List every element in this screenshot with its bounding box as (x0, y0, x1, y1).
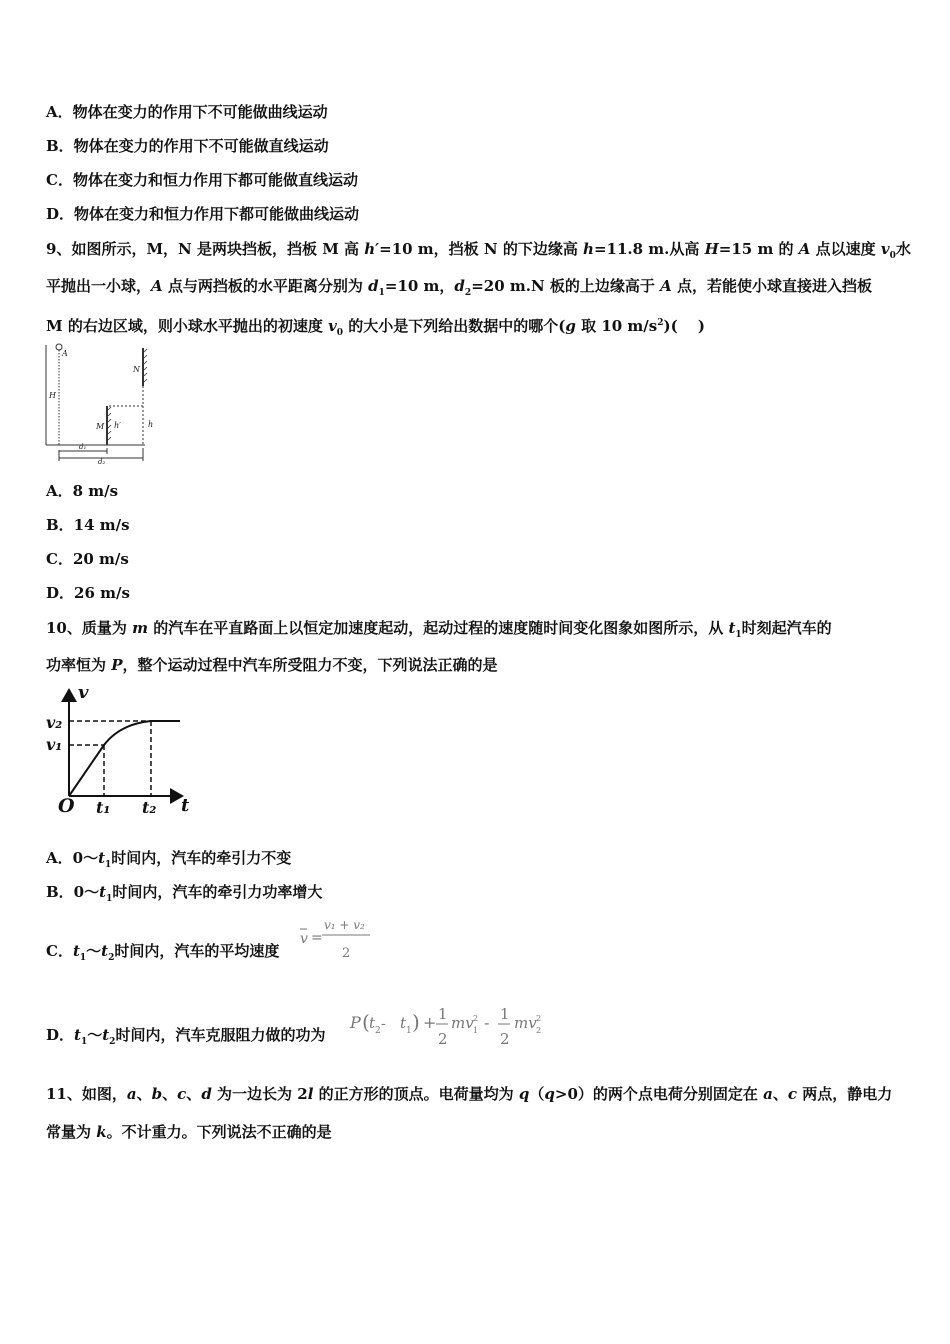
vbar: v (300, 931, 308, 947)
svg-text:(: ( (362, 1010, 370, 1034)
q11-stem-line2: 常量为 k。不计重力。下列说法不正确的是 (46, 1123, 332, 1141)
q9-stem-line2: 平抛出一小球，A 点与两挡板的水平距离分别为 $d_1=10$ m，$d_2=20$ m.N 板的上边缘高于 A 点，若能使小球直接进入挡板 (46, 277, 872, 298)
svg-text:t: t (400, 1014, 407, 1032)
axis-v-label: v (78, 682, 89, 703)
q10-option-c: C．$t_1\sim t_2$时间内，汽车的平均速度 (46, 942, 280, 963)
numerator: v₁ + v₂ (324, 918, 365, 932)
svg-text:mv: mv (451, 1014, 474, 1032)
svg-text:2: 2 (473, 1014, 479, 1023)
label-a: A (62, 349, 68, 358)
axis-t-label: t (181, 795, 190, 816)
svg-text:t: t (369, 1014, 376, 1032)
svg-text:2: 2 (500, 1030, 510, 1048)
v2-label: v₂ (46, 713, 63, 732)
label-h-big: H (49, 391, 56, 400)
q8-option-c: C．物体在变力和恒力作用下都可能做直线运动 (46, 171, 358, 189)
svg-text:2: 2 (438, 1030, 448, 1048)
q10-option-b: B．$0\sim t_1$时间内，汽车的牵引力功率增大 (46, 883, 323, 904)
v1-label: v₁ (46, 735, 63, 754)
label-d1: d₁ (79, 443, 87, 451)
formula-work-done (348, 1002, 548, 1052)
q9-option-a: A．8 m/s (46, 482, 119, 500)
svg-text:-: - (484, 1013, 490, 1032)
svg-text:1: 1 (406, 1026, 412, 1036)
svg-text:-: - (381, 1016, 386, 1032)
svg-text:2: 2 (536, 1014, 542, 1023)
label-h-prime: h′ (114, 421, 121, 430)
label-d2: d₂ (98, 458, 106, 465)
t2-label: t₂ (142, 798, 157, 817)
q9-option-b: B．14 m/s (46, 516, 130, 534)
q8-option-a: A．物体在变力的作用下不可能做曲线运动 (46, 103, 328, 121)
q9-figure (40, 340, 160, 465)
q10-stem-line1: 10、质量为 m 的汽车在平直路面上以恒定加速度起动，起动过程的速度随时间变化图象如图所示，从 $t_1$时刻起汽车的 (46, 619, 832, 640)
q10-stem-line2: 功率恒为 P，整个运动过程中汽车所受阻力不变，下列说法正确的是 (46, 656, 498, 674)
q10-vt-graph (40, 680, 200, 820)
svg-text:1: 1 (500, 1005, 510, 1023)
velocity-curve (69, 721, 180, 796)
q9-stem-line1: 9、如图所示，M，N 是两块挡板，挡板 M 高 h′=10 m，挡板 N 的下边缘高 h=11.8 m.从高 H=15 m 的 A 点以速度 $v_0$水 (46, 240, 911, 261)
svg-text:mv: mv (514, 1014, 537, 1032)
q9-stem-line3: M 的右边区域，则小球水平抛出的初速度 $v_0$ 的大小是下列给出数据中的哪个(g 取 10 $m/s^2$)( ) (46, 317, 705, 338)
svg-text:1: 1 (473, 1026, 479, 1035)
q9-option-c: C．20 m/s (46, 550, 129, 568)
svg-text:P: P (350, 1013, 361, 1032)
label-m: M (96, 422, 105, 431)
denominator: 2 (342, 946, 351, 961)
label-n: N (133, 365, 140, 374)
svg-text:2: 2 (536, 1026, 542, 1035)
t1-label: t₁ (96, 798, 111, 817)
svg-text:): ) (412, 1010, 420, 1034)
svg-text:1: 1 (438, 1005, 448, 1023)
formula-average-velocity (296, 915, 376, 963)
label-h: h (148, 420, 154, 429)
q8-option-d: D．物体在变力和恒力作用下都可能做曲线运动 (46, 205, 360, 223)
q11-stem-line1: 11、如图，a、b、c、d 为一边长为 2l 的正方形的顶点。电荷量均为 q（q>0）的两个点电荷分别固定在 a、c 两点，静电力 (46, 1085, 893, 1103)
origin-label: O (58, 795, 75, 817)
svg-text:2: 2 (375, 1026, 381, 1036)
q10-option-d: D．$t_1\sim t_2$时间内，汽车克服阻力做的功为 (46, 1026, 326, 1047)
svg-text:+: + (423, 1013, 437, 1032)
q8-option-b: B．物体在变力的作用下不可能做直线运动 (46, 137, 329, 155)
equals: = (311, 930, 323, 946)
q9-option-d: D．26 m/s (46, 584, 130, 602)
q10-option-a: A．$0\sim t_1$时间内，汽车的牵引力不变 (46, 849, 292, 870)
